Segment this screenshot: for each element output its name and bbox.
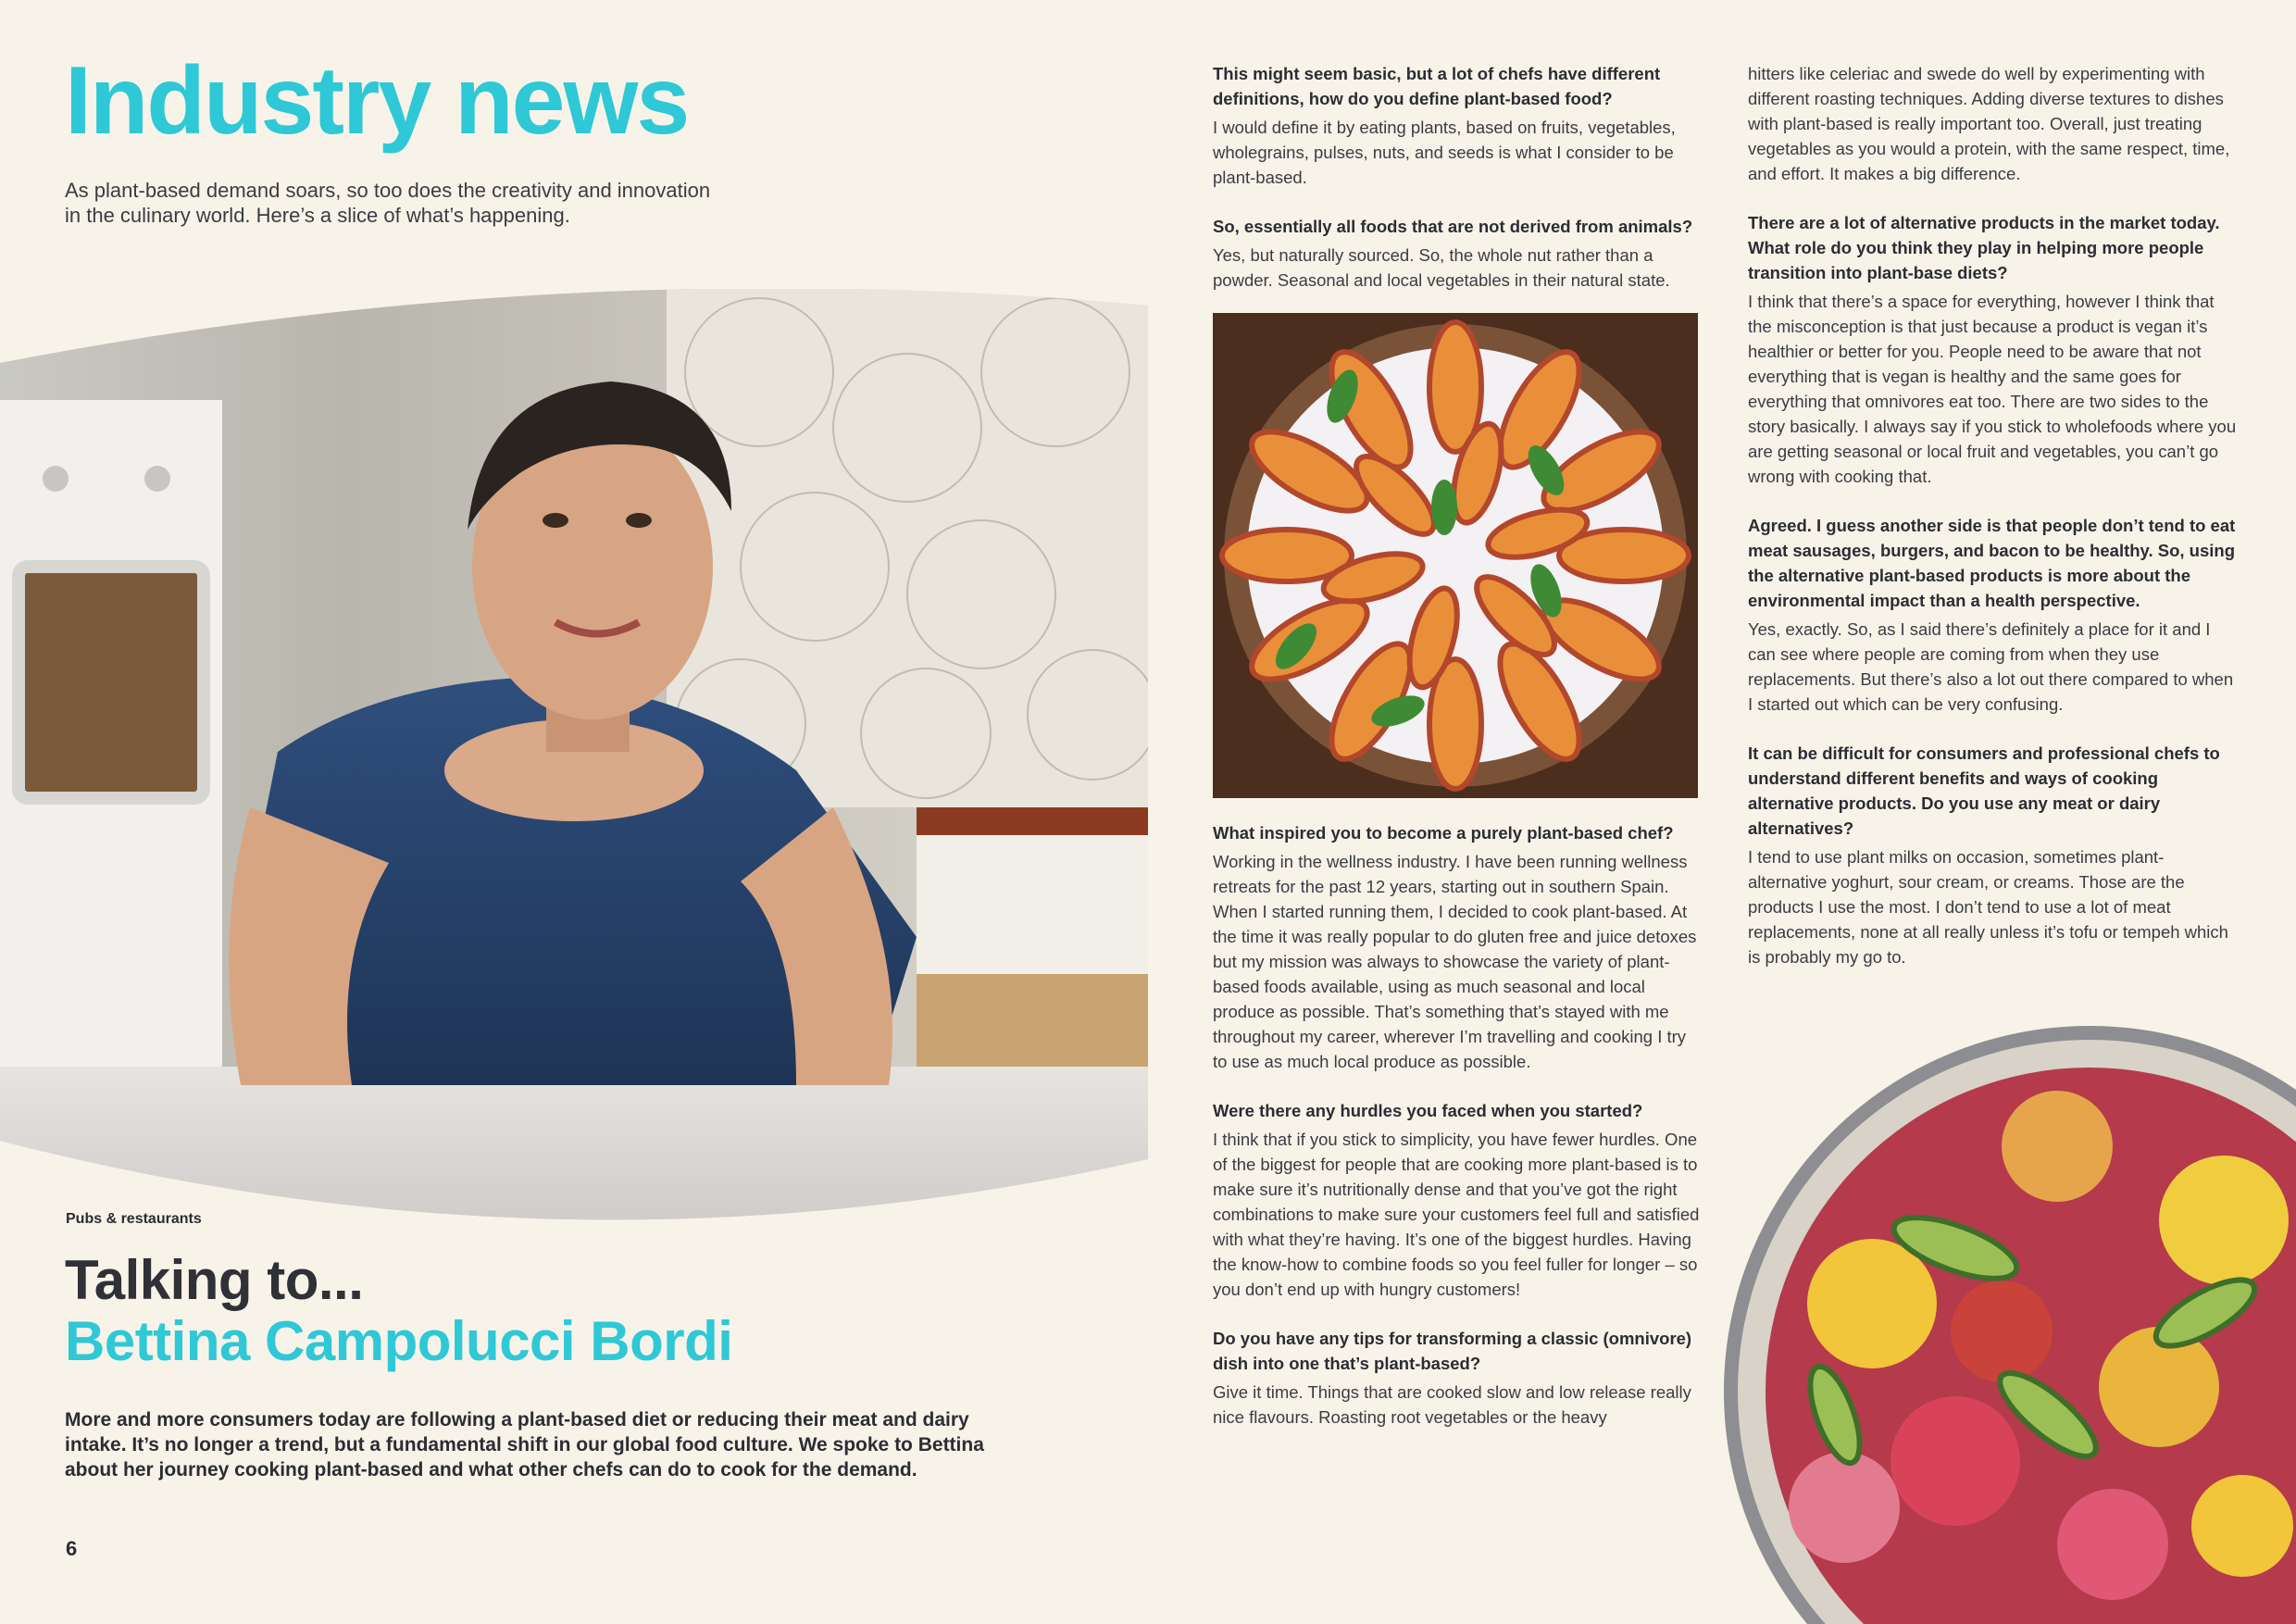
answer: I would define it by eating plants, based on fruits, vegetables, wholegrains, pulses, nuts, and seeds is what I consider to be plant-based. (1213, 118, 1676, 187)
feature-heading-lead: Talking to... (65, 1249, 364, 1311)
question: Do you have any tips for transforming a classic (omnivore) dish into one that’s plant-based? (1213, 1329, 1692, 1373)
question: What inspired you to become a purely plant-based chef? (1213, 823, 1674, 843)
peach-tart-photo (1213, 313, 1698, 798)
intro-text: As plant-based demand soars, so too does the creativity and innovation in the culinary world. Here’s a slice of what’s happening. (65, 179, 711, 227)
answer: I think that there’s a space for everything, however I think that the misconception is that just because a product is vegan it’s healthier or better for you. People need to be aware that not everything that is vegan is healthy and the same goes for everything that omnivores eat too. There are two sides to the story basically. I always say if you stick to wholefoods where you are getting seasonal or local fruit and vegetables, you can’t go wrong with cooking that. (1748, 292, 2237, 486)
question: There are a lot of alternative products in the market today. What role do you think they play in helping more people transition into plant-base diets? (1748, 213, 2220, 282)
standfirst-text: More and more consumers today are following a plant-based diet or reducing their meat and dairy intake. It’s no longer a trend, but a fundamental shift in our global food culture. We spoke to Bettina about her journey cooking plant-based and what other chefs can do to cook for the demand. (65, 1409, 984, 1480)
answer: I tend to use plant milks on occasion, sometimes plant-alternative yoghurt, sour cream, or creams. Those are the products I use the most. I don’t tend to use a lot of meat replacements, none at all really unless it’s tofu or tempeh which is probably my go to. (1748, 847, 2228, 967)
page-number: 6 (66, 1537, 78, 1560)
answer: Yes, but naturally sourced. So, the whole nut rather than a powder. Seasonal and local vegetables in their natural state. (1213, 245, 1670, 290)
question: Agreed. I guess another side is that people don’t tend to eat meat sausages, burgers, and bacon to be healthy. So, using the alternative plant-based products is more about the environmental impact than a health perspective. (1748, 516, 2236, 610)
answer: hitters like celeriac and swede do well by experimenting with different roasting techniques. Adding diverse textures to dishes with plant-based is really important too. Overall, just treating vegetables as you would a protein, with the same respect, time, and effort. It makes a big difference. (1748, 64, 2230, 183)
answer: Give it time. Things that are cooked slow and low release really nice flavours. Roasting root vegetables or the heavy (1213, 1382, 1691, 1427)
section-tag: Pubs & restaurants (66, 1211, 202, 1227)
beetroot-salad-photo (1724, 1026, 2296, 1624)
question: So, essentially all foods that are not derived from animals? (1213, 217, 1693, 236)
chef-portrait-photo (0, 289, 1148, 1222)
interviewee-name: Bettina Campolucci Bordi (65, 1310, 733, 1372)
interview-column-2 (1748, 61, 2239, 993)
answer: I think that if you stick to simplicity, you have fewer hurdles. One of the biggest for people that are cooking more plant-based is to make sure it’s nutritionally dense and that you’ve got the right combinations to make sure your customers feel full and satisfied with what they’re having. It’s one of the biggest hurdles. Having the know-how to combine foods so you feel fuller for longer – so you don’t end up with hungry customers! (1213, 1130, 1700, 1299)
page-title: Industry news (65, 47, 689, 155)
question: This might seem basic, but a lot of chefs have different definitions, how do you define plant-based food? (1213, 64, 1661, 108)
answer: Yes, exactly. So, as I said there’s definitely a place for it and I can see where people are coming from when they use replacements. But there’s also a lot out there compared to when I started out which can be very confusing. (1748, 619, 2234, 714)
answer: Working in the wellness industry. I have been running wellness retreats for the past 12 years, starting out in southern Spain. When I started running them, I decided to cook plant-based. At the time it was really popular to do gluten free and juice detoxes but my mission was always to showcase the variety of plant-based foods available, using as much seasonal and local produce as possible. That’s something that’s stayed with me throughout my career, wherever I’m travelling and cooking I try to use as much local produce as possible. (1213, 852, 1697, 1071)
feature-heading (65, 1250, 732, 1372)
interview-column-1 (1213, 61, 1703, 1454)
question: It can be difficult for consumers and professional chefs to understand different benefits and ways of cooking alternative products. Do you use any meat or dairy alternatives? (1748, 743, 2220, 838)
question: Were there any hurdles you faced when you started? (1213, 1101, 1643, 1120)
